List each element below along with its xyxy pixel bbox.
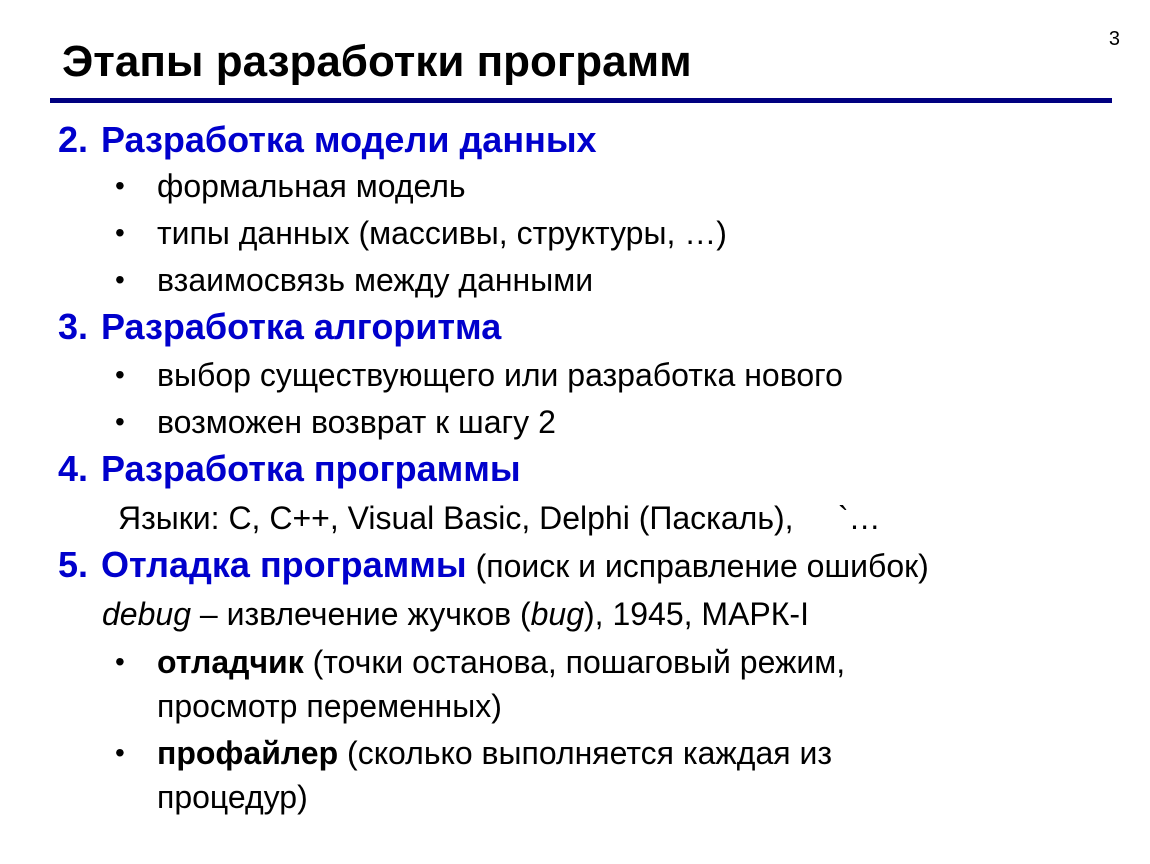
section-heading-4 [58,447,521,491]
bullet-glyph: • [115,359,125,390]
bug-term: bug [530,596,585,632]
profiler-term: профайлер [157,735,339,771]
bullet-glyph: • [115,646,125,677]
list-item: возможен возврат к шагу 2 [157,404,556,440]
section-number: 4. [58,448,89,489]
section-heading-text: Разработка алгоритма [101,306,502,347]
bullet-glyph: • [115,737,125,768]
profiler-desc: (сколько выполняется каждая из [338,735,833,771]
bullet-glyph: • [115,406,125,437]
section-heading-suffix: (поиск и исправление ошибок) [466,548,929,584]
list-item: типы данных (массивы, структуры, …) [157,215,727,251]
languages-line: Языки: C, C++, Visual Basic, Delphi (Паскаль), `… [118,500,881,536]
section-heading-text: Разработка модели данных [101,119,597,160]
list-item-profiler [157,733,832,773]
list-item: взаимосвязь между данными [157,262,594,298]
section-heading-text: Отладка программы [101,544,467,585]
profiler-desc-cont: процедур) [157,779,308,815]
list-item: формальная модель [157,168,466,204]
section-number: 5. [58,544,89,585]
section-heading-3 [58,305,501,349]
bullet-glyph: • [115,264,125,295]
section-heading-2 [58,118,597,162]
debugger-desc-cont: просмотр переменных) [157,688,502,724]
debug-line [102,594,809,634]
debug-term: debug [102,596,191,632]
section-heading-text: Разработка программы [101,448,521,489]
title-divider [50,98,1112,103]
slide-number: 3 [1108,28,1120,50]
section-number: 2. [58,119,89,160]
section-number: 3. [58,306,89,347]
bullet-glyph: • [115,217,125,248]
debugger-desc: (точки останова, пошаговый режим, [303,644,846,680]
debugger-term: отладчик [157,644,304,680]
section-heading-5 [58,543,929,588]
bullet-glyph: • [115,170,125,201]
debug-text-part2: ), 1945, МАРК-I [584,596,809,632]
slide-title: Этапы разработки программ [62,37,692,86]
list-item: выбор существующего или разработка нового [157,357,843,393]
debug-text-part1: – извлечение жучков ( [190,596,531,632]
list-item-debugger [157,642,845,682]
